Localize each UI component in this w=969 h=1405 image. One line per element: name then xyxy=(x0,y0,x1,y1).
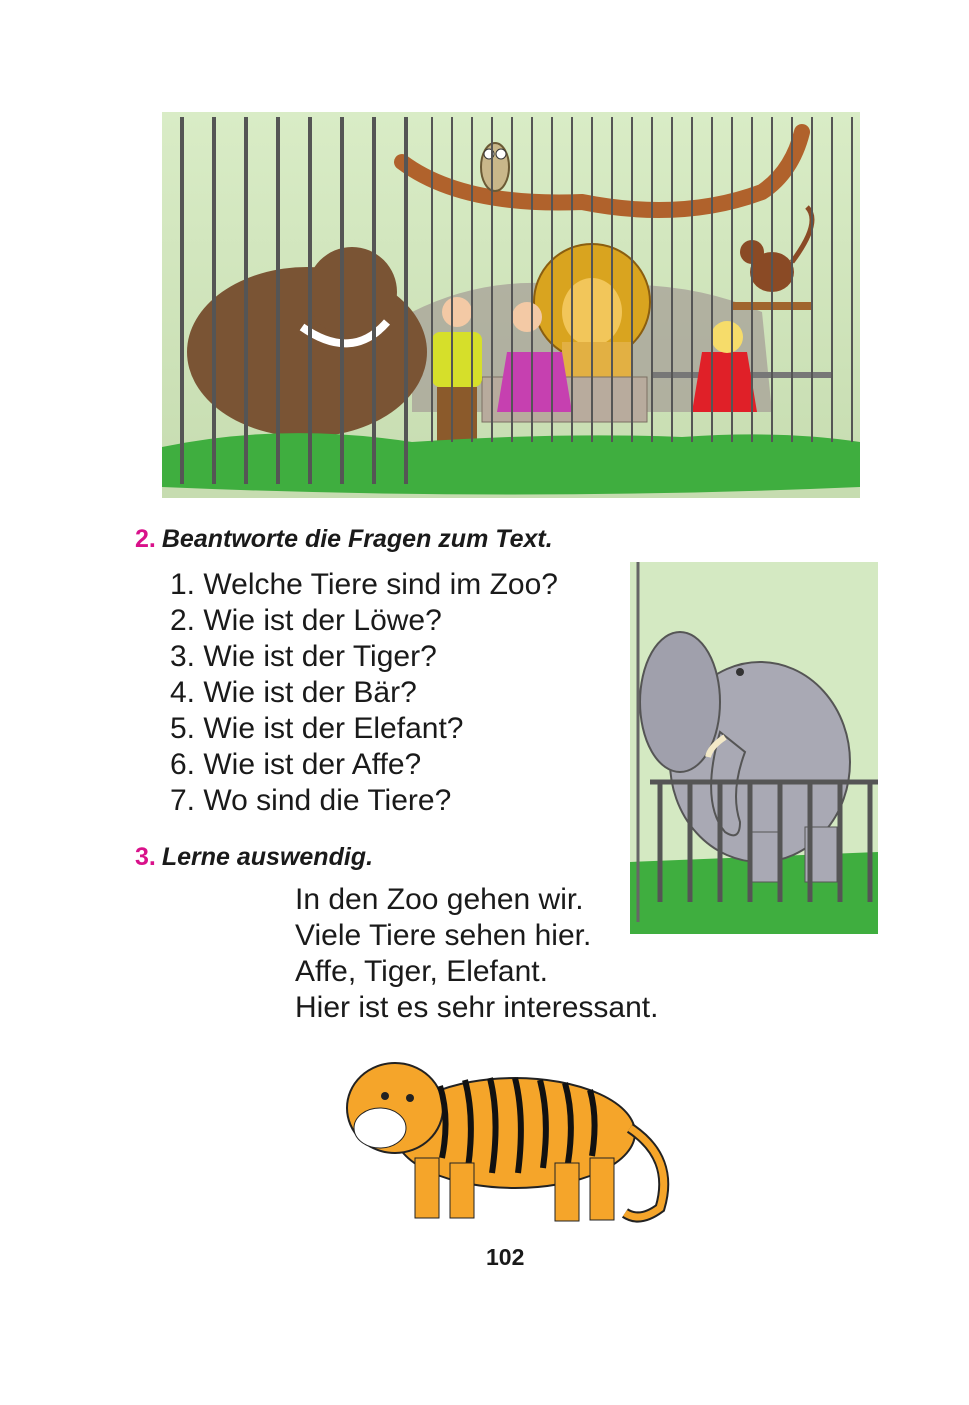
poem-line: Viele Tiere sehen hier. xyxy=(295,919,592,952)
poem xyxy=(295,882,658,1026)
question-item: 7. Wo sind die Tiere? xyxy=(170,784,452,817)
zoo-illustration xyxy=(162,112,860,498)
task-3-number: 3. xyxy=(135,843,156,871)
question-item: 6. Wie ist der Affe? xyxy=(170,748,422,781)
task-3-heading xyxy=(135,843,373,872)
task-3-title: Lerne auswendig. xyxy=(161,843,374,871)
question-item: 5. Wie ist der Elefant? xyxy=(170,712,464,745)
tiger-illustration xyxy=(340,1038,680,1230)
elephant-illustration xyxy=(630,562,878,934)
poem-line: In den Zoo gehen wir. xyxy=(295,883,584,916)
task-2-title: Beantworte die Fragen zum Text. xyxy=(161,525,553,553)
task-2-number: 2. xyxy=(135,525,156,553)
question-list xyxy=(170,567,558,819)
question-item: 3. Wie ist der Tiger? xyxy=(170,640,437,673)
page-number: 102 xyxy=(486,1244,525,1270)
task-2-heading xyxy=(135,525,553,554)
poem-line: Affe, Tiger, Elefant. xyxy=(295,955,548,988)
question-item: 2. Wie ist der Löwe? xyxy=(170,604,442,637)
poem-line: Hier ist es sehr interessant. xyxy=(295,991,659,1024)
question-item: 1. Welche Tiere sind im Zoo? xyxy=(170,568,558,601)
question-item: 4. Wie ist der Bär? xyxy=(170,676,417,709)
